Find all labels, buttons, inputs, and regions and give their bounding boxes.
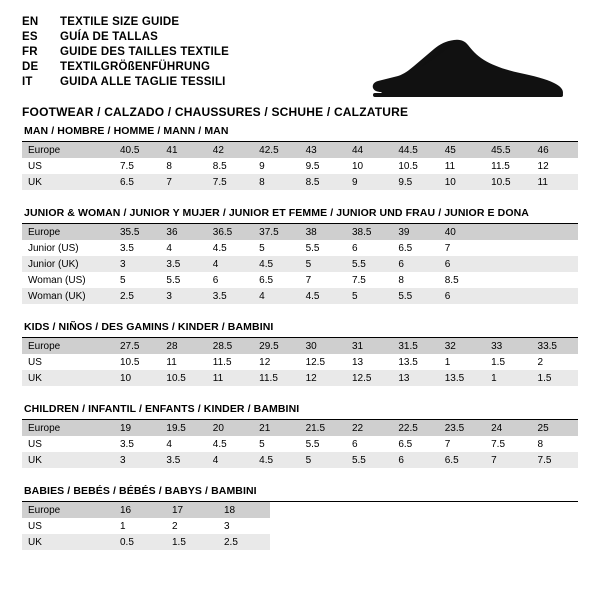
section-title: MAN / HOMBRE / HOMME / MANN / MAN bbox=[22, 125, 578, 142]
cell: 11 bbox=[207, 370, 253, 386]
cell: 6 bbox=[392, 452, 438, 468]
table-row bbox=[22, 240, 578, 256]
section-babies bbox=[22, 485, 578, 550]
section-kids bbox=[22, 321, 578, 386]
cell: 8.5 bbox=[300, 174, 346, 190]
cell: 11 bbox=[166, 356, 177, 368]
cell: 46 bbox=[532, 142, 578, 158]
table-row bbox=[22, 142, 578, 158]
cell: 12 bbox=[300, 370, 346, 386]
cell: 3 bbox=[114, 256, 160, 272]
cell: 4 bbox=[207, 256, 253, 272]
cell: 41 bbox=[160, 142, 206, 158]
cell: 5 bbox=[259, 242, 265, 254]
row-label: Woman (UK) bbox=[22, 288, 114, 304]
cell: 5.5 bbox=[346, 256, 392, 272]
cell: 37.5 bbox=[253, 224, 299, 240]
cell: 7 bbox=[444, 438, 451, 450]
cell: 22 bbox=[346, 420, 392, 436]
cell bbox=[485, 272, 531, 288]
dress-shoe-icon bbox=[368, 36, 568, 106]
table-row bbox=[22, 224, 578, 240]
section-junior-woman bbox=[22, 207, 578, 304]
cell bbox=[532, 224, 578, 240]
cell: 1.5 bbox=[491, 356, 506, 368]
section-title: BABIES / BEBÉS / BÉBÉS / BABYS / BAMBINI bbox=[22, 485, 578, 502]
cell: 23.5 bbox=[439, 420, 485, 436]
language-code: IT bbox=[22, 76, 33, 88]
cell: 1 bbox=[485, 370, 531, 386]
cell: 1.5 bbox=[532, 370, 578, 386]
cell bbox=[485, 240, 531, 256]
cell: 5 bbox=[300, 256, 346, 272]
cell: 36 bbox=[160, 224, 206, 240]
cell: 24 bbox=[485, 420, 531, 436]
cell: 9 bbox=[259, 160, 265, 172]
language-row bbox=[22, 76, 229, 91]
cell: 11 bbox=[444, 160, 456, 172]
language-text: TEXTILGRÖßENFÜHRUNG bbox=[60, 61, 211, 73]
cell: 13.5 bbox=[398, 356, 418, 368]
cell: 45.5 bbox=[485, 142, 531, 158]
cell: 6.5 bbox=[439, 452, 485, 468]
cell: 10.5 bbox=[485, 174, 531, 190]
table-row bbox=[22, 534, 270, 550]
language-text: GUIDE DES TAILLES TEXTILE bbox=[60, 46, 229, 58]
row-label: US bbox=[28, 438, 42, 450]
category-title: FOOTWEAR / CALZADO / CHAUSSURES / SCHUHE / CALZATURE bbox=[22, 105, 409, 119]
section-title: JUNIOR & WOMAN / JUNIOR Y MUJER / JUNIOR ET FEMME / JUNIOR UND FRAU / JUNIOR E DONA bbox=[22, 207, 578, 224]
cell: 4 bbox=[207, 452, 253, 468]
cell: 17 bbox=[166, 502, 218, 518]
row-label: US bbox=[28, 160, 42, 172]
cell: 11.5 bbox=[212, 356, 232, 368]
section-man bbox=[22, 125, 578, 190]
cell: 2.5 bbox=[114, 288, 160, 304]
language-code: DE bbox=[22, 61, 39, 73]
cell bbox=[532, 288, 578, 304]
cell: 3.5 bbox=[160, 452, 206, 468]
cell: 3 bbox=[160, 288, 206, 304]
cell: 40 bbox=[439, 224, 485, 240]
cell: 7 bbox=[305, 274, 312, 286]
cell: 44 bbox=[346, 142, 392, 158]
cell: 7 bbox=[485, 452, 531, 468]
row-label: Europe bbox=[22, 224, 114, 240]
cell bbox=[532, 240, 578, 256]
cell: 30 bbox=[300, 338, 346, 354]
cell: 12.5 bbox=[305, 356, 326, 368]
cell bbox=[485, 256, 531, 272]
cell: 9.5 bbox=[392, 174, 438, 190]
cell: 7.5 bbox=[532, 452, 578, 468]
row-label: UK bbox=[22, 174, 114, 190]
cell: 13 bbox=[392, 370, 438, 386]
cell: 3 bbox=[114, 452, 160, 468]
cell: 10 bbox=[351, 160, 364, 172]
cell: 8 bbox=[537, 438, 544, 450]
cell bbox=[485, 224, 531, 240]
language-text: GUÍA DE TALLAS bbox=[60, 31, 158, 43]
section-children bbox=[22, 403, 578, 468]
cell: 31 bbox=[346, 338, 392, 354]
table-row bbox=[22, 354, 578, 370]
cell: 10 bbox=[439, 174, 485, 190]
cell: 4 bbox=[166, 242, 172, 254]
cell: 3.5 bbox=[160, 256, 206, 272]
cell bbox=[532, 256, 578, 272]
cell: 43 bbox=[300, 142, 346, 158]
cell: 21.5 bbox=[300, 420, 346, 436]
cell: 6 bbox=[439, 256, 485, 272]
cell: 33.5 bbox=[532, 338, 578, 354]
cell: 8.5 bbox=[444, 274, 459, 286]
cell: 31.5 bbox=[392, 338, 438, 354]
row-label: UK bbox=[22, 452, 114, 468]
cell: 5.5 bbox=[166, 274, 181, 286]
cell: 12 bbox=[537, 160, 549, 172]
table-row bbox=[22, 436, 578, 452]
cell: 28 bbox=[160, 338, 206, 354]
cell: 4.5 bbox=[300, 288, 346, 304]
cell: 6.5 bbox=[398, 438, 413, 450]
cell: 6.5 bbox=[259, 274, 274, 286]
row-label: Europe bbox=[22, 142, 114, 158]
cell: 19 bbox=[114, 420, 160, 436]
table-row bbox=[22, 288, 578, 304]
cell: 6 bbox=[392, 256, 438, 272]
cell: 3 bbox=[224, 520, 230, 532]
cell: 4.5 bbox=[253, 452, 299, 468]
cell: 7 bbox=[160, 174, 206, 190]
cell: 5 bbox=[300, 452, 346, 468]
cell: 2 bbox=[537, 356, 544, 368]
cell: 3.5 bbox=[120, 438, 134, 450]
row-label: Europe bbox=[22, 502, 114, 518]
size-table-kids bbox=[22, 338, 578, 386]
cell: 18 bbox=[218, 502, 270, 518]
language-text: TEXTILE SIZE GUIDE bbox=[60, 16, 180, 28]
cell: 6 bbox=[351, 438, 358, 450]
cell: 11.5 bbox=[253, 370, 299, 386]
cell: 12 bbox=[259, 356, 271, 368]
cell: 28.5 bbox=[207, 338, 253, 354]
row-label: UK bbox=[22, 534, 114, 550]
cell: 19.5 bbox=[160, 420, 206, 436]
cell: 6.5 bbox=[114, 174, 160, 190]
cell: 12.5 bbox=[346, 370, 392, 386]
cell: 8 bbox=[253, 174, 299, 190]
cell: 35.5 bbox=[114, 224, 160, 240]
cell: 38 bbox=[300, 224, 346, 240]
section-title: CHILDREN / INFANTIL / ENFANTS / KINDER / BAMBINI bbox=[22, 403, 578, 420]
cell: 1 bbox=[120, 520, 126, 532]
size-table-junior-woman bbox=[22, 224, 578, 304]
cell: 11.5 bbox=[491, 160, 510, 172]
cell: 5.5 bbox=[346, 452, 392, 468]
cell: 5.5 bbox=[305, 438, 320, 450]
cell: 13.5 bbox=[439, 370, 485, 386]
cell: 7 bbox=[444, 242, 451, 254]
table-row bbox=[22, 518, 270, 534]
cell: 4.5 bbox=[212, 438, 227, 450]
table-row bbox=[22, 502, 270, 518]
size-table-man bbox=[22, 142, 578, 190]
cell: 44.5 bbox=[392, 142, 438, 158]
cell: 3.5 bbox=[207, 288, 253, 304]
cell: 20 bbox=[207, 420, 253, 436]
cell: 6 bbox=[351, 242, 358, 254]
cell bbox=[532, 272, 578, 288]
language-text: GUIDA ALLE TAGLIE TESSILI bbox=[60, 76, 226, 88]
cell: 8 bbox=[398, 274, 404, 286]
table-row bbox=[22, 174, 578, 190]
cell: 38.5 bbox=[346, 224, 392, 240]
cell: 22.5 bbox=[392, 420, 438, 436]
cell: 33 bbox=[485, 338, 531, 354]
language-title-list bbox=[22, 16, 229, 91]
document-header bbox=[22, 16, 578, 119]
size-table-children bbox=[22, 420, 578, 468]
cell: 9 bbox=[346, 174, 392, 190]
cell: 7.5 bbox=[120, 160, 134, 172]
cell: 7.5 bbox=[491, 438, 506, 450]
cell: 5 bbox=[346, 288, 392, 304]
row-label: Junior (UK) bbox=[22, 256, 114, 272]
cell: 42.5 bbox=[253, 142, 299, 158]
cell: 5 bbox=[120, 274, 126, 286]
row-label: US bbox=[28, 520, 42, 532]
cell: 11 bbox=[532, 174, 578, 190]
cell: 10.5 bbox=[160, 370, 206, 386]
table-row bbox=[22, 338, 578, 354]
cell: 4.5 bbox=[212, 242, 227, 254]
table-row bbox=[22, 158, 578, 174]
cell: 29.5 bbox=[253, 338, 299, 354]
cell: 13 bbox=[351, 356, 364, 368]
cell: 8 bbox=[166, 160, 172, 172]
cell: 7.5 bbox=[207, 174, 253, 190]
size-table-babies bbox=[22, 502, 270, 550]
cell: 5 bbox=[259, 438, 265, 450]
cell: 5.5 bbox=[305, 242, 320, 254]
language-row bbox=[22, 16, 229, 31]
cell: 5.5 bbox=[392, 288, 438, 304]
language-code: FR bbox=[22, 46, 38, 58]
cell: 3.5 bbox=[120, 242, 134, 254]
table-row bbox=[22, 452, 578, 468]
cell: 6 bbox=[212, 274, 219, 286]
cell: 4.5 bbox=[253, 256, 299, 272]
cell: 10.5 bbox=[398, 160, 418, 172]
cell: 10.5 bbox=[120, 356, 140, 368]
cell: 6.5 bbox=[398, 242, 413, 254]
row-label: Woman (US) bbox=[28, 274, 86, 286]
cell: 6 bbox=[439, 288, 485, 304]
language-row bbox=[22, 46, 229, 61]
language-code: ES bbox=[22, 31, 38, 43]
cell: 0.5 bbox=[114, 534, 166, 550]
language-row bbox=[22, 31, 229, 46]
cell: 16 bbox=[114, 502, 166, 518]
row-label: Europe bbox=[22, 338, 114, 354]
cell: 36.5 bbox=[207, 224, 253, 240]
row-label: UK bbox=[22, 370, 114, 386]
cell: 42 bbox=[207, 142, 253, 158]
cell: 2 bbox=[172, 520, 178, 532]
table-row bbox=[22, 420, 578, 436]
cell: 45 bbox=[439, 142, 485, 158]
cell: 7.5 bbox=[351, 274, 366, 286]
cell: 39 bbox=[392, 224, 438, 240]
cell: 8.5 bbox=[212, 160, 227, 172]
cell: 32 bbox=[439, 338, 485, 354]
table-row bbox=[22, 256, 578, 272]
cell: 4 bbox=[166, 438, 172, 450]
row-label: Junior (US) bbox=[28, 242, 79, 254]
cell: 27.5 bbox=[114, 338, 160, 354]
cell: 2.5 bbox=[218, 534, 270, 550]
cell: 40.5 bbox=[114, 142, 160, 158]
cell: 25 bbox=[532, 420, 578, 436]
cell: 4 bbox=[253, 288, 299, 304]
cell: 1 bbox=[444, 356, 451, 368]
cell: 9.5 bbox=[305, 160, 320, 172]
language-code: EN bbox=[22, 16, 39, 28]
cell bbox=[485, 288, 531, 304]
row-label: Europe bbox=[22, 420, 114, 436]
cell: 1.5 bbox=[166, 534, 218, 550]
table-row bbox=[22, 272, 578, 288]
row-label: US bbox=[28, 356, 42, 368]
cell: 10 bbox=[114, 370, 160, 386]
cell: 21 bbox=[253, 420, 299, 436]
table-row bbox=[22, 370, 578, 386]
language-row bbox=[22, 61, 229, 76]
section-title: KIDS / NIÑOS / DES GAMINS / KINDER / BAMBINI bbox=[22, 321, 578, 338]
